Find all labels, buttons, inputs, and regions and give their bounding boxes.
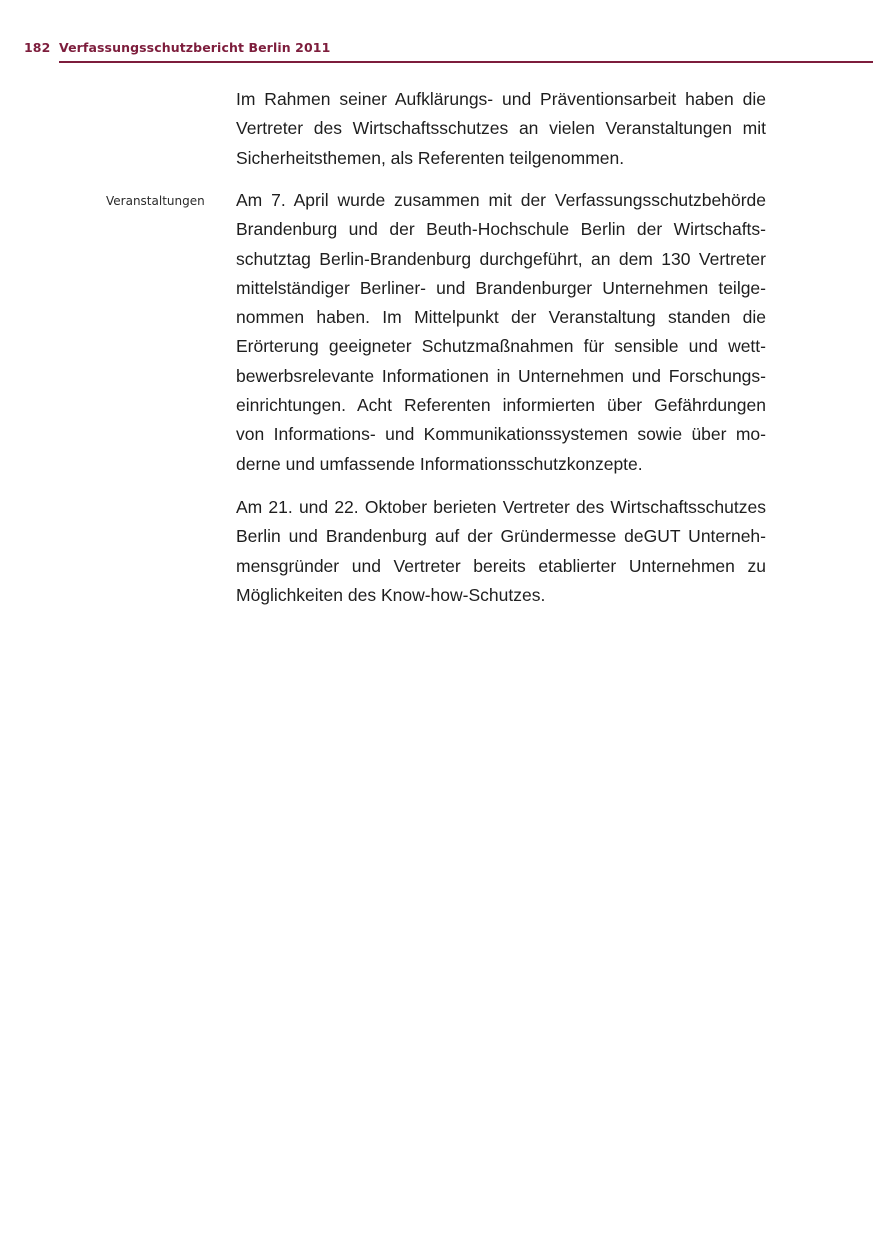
page-number: 182 — [24, 40, 51, 55]
paragraph-line: nommen haben. Im Mittelpunkt der Veranstaltung standen die — [236, 307, 766, 328]
paragraph-line: schutztag Berlin-Brandenburg durchgeführt, an dem 130 Vertreter — [236, 248, 766, 269]
running-header — [24, 40, 873, 62]
paragraph-line: Vertreter des Wirtschaftsschutzes an vielen Veranstaltungen mit — [236, 118, 766, 139]
paragraph-line: Am 7. April wurde zusammen mit der Verfassungsschutzbehörde — [236, 190, 766, 210]
paragraph-3 — [236, 493, 766, 610]
margin-label-veranstaltungen: Veranstaltungen — [106, 194, 205, 208]
running-title: Verfassungsschutzbericht Berlin 2011 — [59, 40, 331, 55]
paragraph-line: Im Rahmen seiner Aufklärungs- und Präventionsarbeit haben die — [236, 89, 766, 109]
paragraph-2 — [236, 186, 766, 479]
paragraph-1 — [236, 85, 766, 173]
paragraph-line: bewerbsrelevante Informationen in Unternehmen und Forschungs- — [236, 365, 766, 386]
paragraph-line: mensgründer und Vertreter bereits etablierter Unternehmen zu — [236, 555, 766, 576]
paragraph-line: Berlin und Brandenburg auf der Gründermesse deGUT Unterneh- — [236, 526, 766, 547]
paragraph-line: Möglichkeiten des Know-how-Schutzes. — [236, 584, 546, 605]
header-rule — [59, 61, 873, 63]
paragraph-line: Am 21. und 22. Oktober berieten Vertreter des Wirtschaftsschutzes — [236, 497, 766, 517]
paragraph-line: einrichtungen. Acht Referenten informierten über Gefährdungen — [236, 395, 766, 416]
paragraph-line: derne und umfassende Informationsschutzkonzepte. — [236, 453, 643, 474]
paragraph-line: Brandenburg und der Beuth-Hochschule Berlin der Wirtschafts- — [236, 219, 766, 240]
paragraph-line: Erörterung geeigneter Schutzmaßnahmen für sensible und wett- — [236, 336, 766, 357]
paragraph-line: mittelständiger Berliner- und Brandenburger Unternehmen teilge- — [236, 277, 766, 298]
paragraph-line: Sicherheitsthemen, als Referenten teilgenommen. — [236, 147, 625, 168]
paragraph-line: von Informations- und Kommunikationssystemen sowie über mo- — [236, 424, 766, 445]
